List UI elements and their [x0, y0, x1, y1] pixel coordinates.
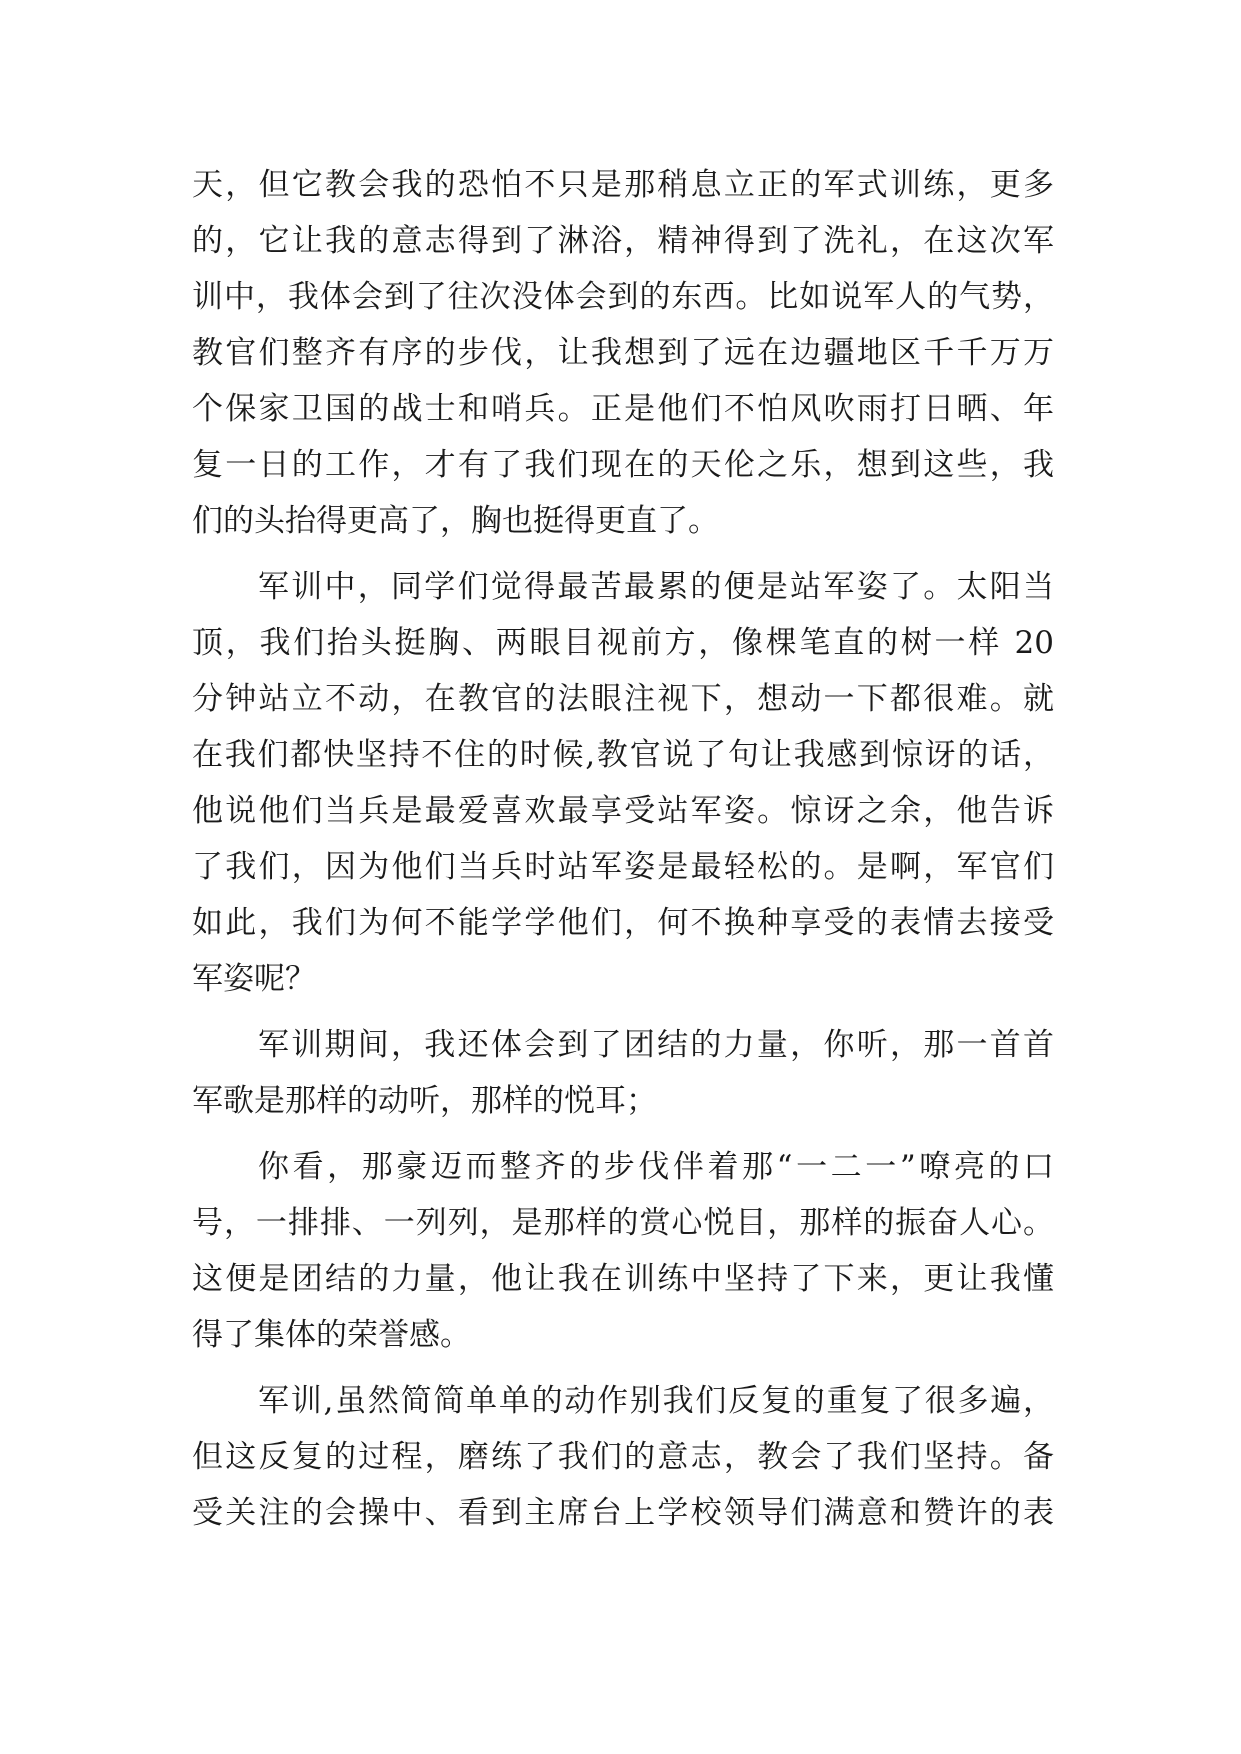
text-line: 们的头抬得更高了，胸也挺得更直了。 — [192, 503, 719, 539]
text-line: 个保家卫国的战士和哨兵。正是他们不怕风吹雨打日晒、年 — [192, 391, 1054, 427]
text-line: 军姿呢？ — [192, 961, 316, 997]
text-line: 教官们整齐有序的步伐，让我想到了远在边疆地区千千万万 — [192, 335, 1054, 371]
paragraph-3 — [192, 1017, 1054, 1129]
text-line: 军歌是那样的动听，那样的悦耳； — [192, 1083, 657, 1119]
text-line: 得了集体的荣誉感。 — [192, 1317, 471, 1353]
text-line: 了我们，因为他们当兵时站军姿是最轻松的。是啊，军官们 — [192, 849, 1054, 885]
text-line: 号，一排排、一列列，是那样的赏心悦目，那样的振奋人心。 — [192, 1205, 1054, 1241]
text-line: 训中，我体会到了往次没体会到的东西。比如说军人的气势， — [192, 279, 1054, 315]
text-line: 如此，我们为何不能学学他们，何不换种享受的表情去接受 — [192, 905, 1054, 941]
paragraph-4 — [192, 1139, 1054, 1363]
paragraph-2 — [192, 559, 1054, 1007]
paragraph-1 — [192, 157, 1054, 549]
text-line: 受关注的会操中、看到主席台上学校领导们满意和赞许的表 — [192, 1495, 1054, 1531]
text-line: 在我们都快坚持不住的时候,教官说了句让我感到惊讶的话， — [192, 737, 1054, 773]
text-line: 军训,虽然简简单单的动作别我们反复的重复了很多遍， — [258, 1383, 1054, 1419]
text-line: 军训中，同学们觉得最苦最累的便是站军姿了。太阳当 — [258, 569, 1054, 605]
text-line: 但这反复的过程，磨练了我们的意志，教会了我们坚持。备 — [192, 1439, 1054, 1475]
text-line: 复一日的工作，才有了我们现在的天伦之乐，想到这些，我 — [192, 447, 1054, 483]
text-line: 的，它让我的意志得到了淋浴，精神得到了洗礼，在这次军 — [192, 223, 1054, 259]
text-line: 他说他们当兵是最爱喜欢最享受站军姿。惊讶之余，他告诉 — [192, 793, 1054, 829]
text-line: 军训期间，我还体会到了团结的力量，你听，那一首首 — [258, 1027, 1054, 1063]
text-line: 顶，我们抬头挺胸、两眼目视前方，像棵笔直的树一样 20 — [192, 625, 1054, 661]
text-line: 这便是团结的力量，他让我在训练中坚持了下来，更让我懂 — [192, 1261, 1054, 1297]
paragraph-5 — [192, 1373, 1054, 1541]
text-line: 天，但它教会我的恐怕不只是那稍息立正的军式训练，更多 — [192, 167, 1054, 203]
text-line: 你看，那豪迈而整齐的步伐伴着那“一二一”嘹亮的口 — [258, 1149, 1054, 1185]
document-body — [192, 157, 1054, 1541]
text-line: 分钟站立不动，在教官的法眼注视下，想动一下都很难。就 — [192, 681, 1054, 717]
